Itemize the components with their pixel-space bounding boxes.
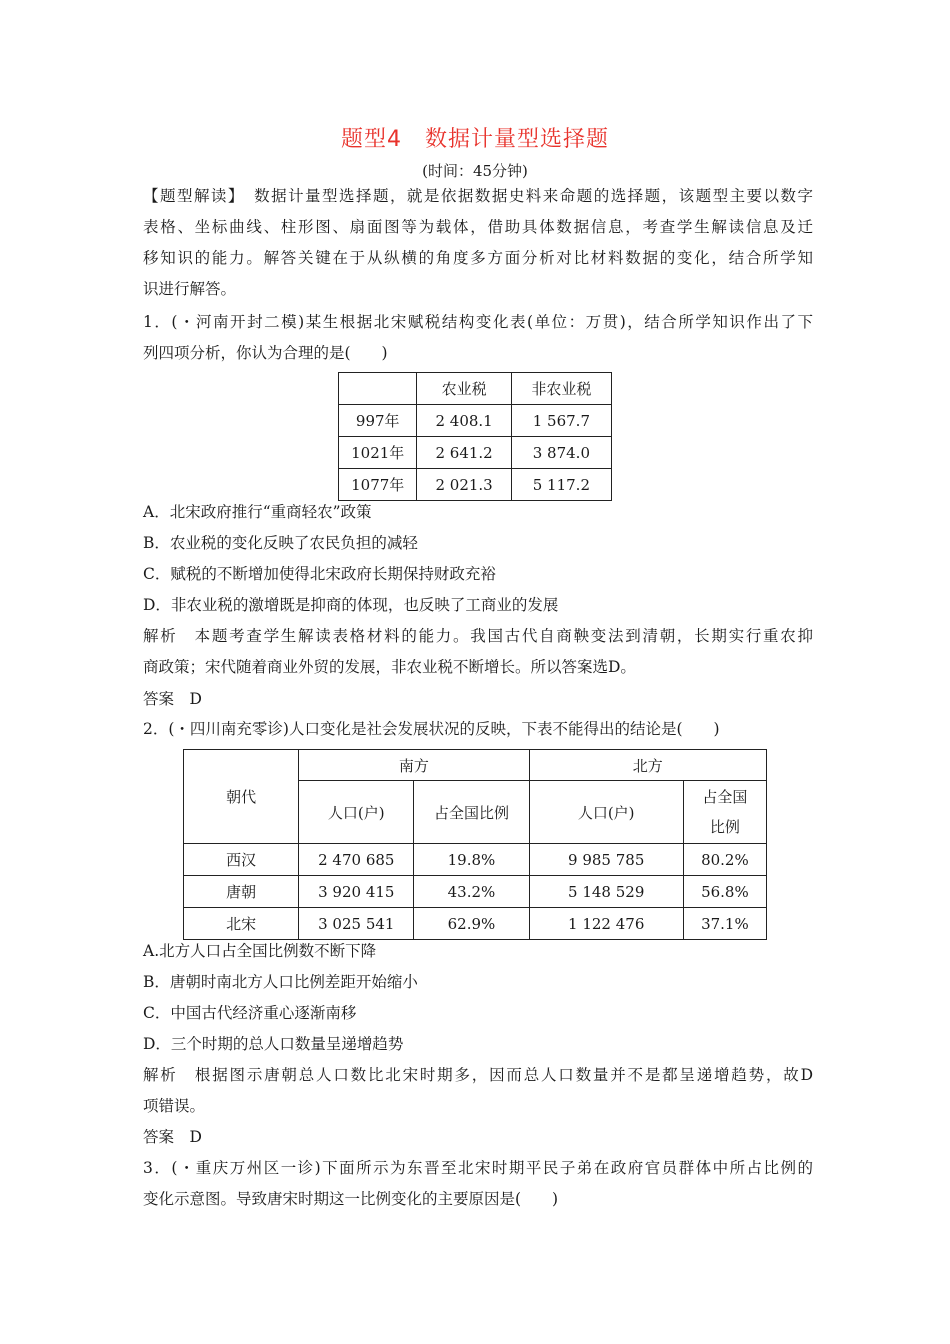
table-header-cell: 北方 bbox=[529, 750, 766, 781]
table-cell: 5 148 529 bbox=[529, 876, 683, 908]
table-cell: 1021年 bbox=[339, 437, 417, 469]
q1-option-a: A．北宋政府推行“重商轻农”政策 bbox=[143, 503, 372, 521]
table-row bbox=[184, 908, 767, 940]
q2-answer: 答案 D bbox=[143, 1128, 202, 1146]
q2-analysis: 解析 根据图示唐朝总人口数比北宋时期多，因而总人口数量并不是都呈递增趋势，故D bbox=[143, 1066, 813, 1084]
q1-stem: 列四项分析，你认为合理的是( ) bbox=[143, 344, 388, 362]
table-cell: 西汉 bbox=[184, 844, 299, 876]
q1-option-b: B．农业税的变化反映了农民负担的减轻 bbox=[143, 534, 418, 552]
population-table bbox=[183, 749, 767, 940]
table-cell: 19.8% bbox=[414, 844, 529, 876]
q2-option-d: D．三个时期的总人口数量呈递增趋势 bbox=[143, 1035, 404, 1053]
table-row bbox=[184, 844, 767, 876]
q3-stem: 3．(・重庆万州区一诊)下面所示为东晋至北宋时期平民子弟在政府官员群体中所占比例的 bbox=[143, 1159, 813, 1177]
table-cell: 9 985 785 bbox=[529, 844, 683, 876]
table-cell: 1 567.7 bbox=[511, 405, 611, 437]
table-cell: 3 874.0 bbox=[511, 437, 611, 469]
table-cell: 2 470 685 bbox=[299, 844, 414, 876]
table-cell: 62.9% bbox=[414, 908, 529, 940]
q1-option-c: C．赋税的不断增加使得北宋政府长期保持财政充裕 bbox=[143, 565, 496, 583]
table-header-cell: 朝代 bbox=[184, 750, 299, 844]
table-header-cell: 人口(户) bbox=[299, 781, 414, 844]
table-header-cell: 人口(户) bbox=[529, 781, 683, 844]
q2-option-b: B．唐朝时南北方人口比例差距开始缩小 bbox=[143, 973, 418, 991]
table-cell: 北宋 bbox=[184, 908, 299, 940]
table-cell: 2 021.3 bbox=[417, 469, 511, 501]
table-header-cell bbox=[683, 781, 766, 844]
table-row bbox=[339, 437, 612, 469]
q2-stem: 2．(・四川南充零诊)人口变化是社会发展状况的反映，下表不能得出的结论是( ) bbox=[143, 720, 720, 738]
table-cell: 56.8% bbox=[683, 876, 766, 908]
header-line: 占全国 bbox=[702, 788, 748, 806]
table-cell: 997年 bbox=[339, 405, 417, 437]
time-limit: (时间：45分钟) bbox=[422, 162, 528, 180]
table-cell: 37.1% bbox=[683, 908, 766, 940]
intro-line: 表格、坐标曲线、柱形图、扇面图等为载体，借助具体数据信息，考查学生解读信息及迁 bbox=[143, 218, 813, 236]
table-cell: 唐朝 bbox=[184, 876, 299, 908]
table-cell: 1077年 bbox=[339, 469, 417, 501]
table-cell: 3 920 415 bbox=[299, 876, 414, 908]
table-header-cell: 农业税 bbox=[417, 373, 511, 405]
q1-option-d: D．非农业税的激增既是抑商的体现，也反映了工商业的发展 bbox=[143, 596, 559, 614]
table-header-cell: 非农业税 bbox=[511, 373, 611, 405]
table-row bbox=[339, 469, 612, 501]
table-cell: 43.2% bbox=[414, 876, 529, 908]
table-cell: 2 641.2 bbox=[417, 437, 511, 469]
q1-analysis: 解析 本题考查学生解读表格材料的能力。我国古代自商鞅变法到清朝，长期实行重农抑 bbox=[143, 627, 813, 645]
intro-line: 识进行解答。 bbox=[143, 280, 237, 298]
q2-option-c: C．中国古代经济重心逐渐南移 bbox=[143, 1004, 357, 1022]
table-cell: 2 408.1 bbox=[417, 405, 511, 437]
q1-stem: 1．(・河南开封二模)某生根据北宋赋税结构变化表(单位：万贯)，结合所学知识作出了下 bbox=[143, 313, 813, 331]
q1-analysis: 商政策；宋代随着商业外贸的发展，非农业税不断增长。所以答案选D。 bbox=[143, 658, 636, 676]
table-row bbox=[339, 405, 612, 437]
table-cell: 3 025 541 bbox=[299, 908, 414, 940]
table-header-cell: 南方 bbox=[299, 750, 529, 781]
table-cell: 80.2% bbox=[683, 844, 766, 876]
table-cell: 5 117.2 bbox=[511, 469, 611, 501]
table-header-cell bbox=[339, 373, 417, 405]
tax-table bbox=[338, 372, 612, 501]
table-cell: 1 122 476 bbox=[529, 908, 683, 940]
q2-option-a: A.北方人口占全国比例数不断下降 bbox=[143, 942, 377, 960]
header-line: 比例 bbox=[709, 818, 740, 836]
page-title: 题型4 数据计量型选择题 bbox=[341, 127, 609, 152]
intro-line: 【题型解读】 数据计量型选择题，就是依据数据史料来命题的选择题，该题型主要以数字 bbox=[143, 187, 813, 205]
q1-answer: 答案 D bbox=[143, 690, 202, 708]
q3-stem: 变化示意图。导致唐宋时期这一比例变化的主要原因是( ) bbox=[143, 1190, 559, 1208]
q2-analysis: 项错误。 bbox=[143, 1097, 206, 1115]
table-header-cell: 占全国比例 bbox=[414, 781, 529, 844]
intro-line: 移知识的能力。解答关键在于从纵横的角度多方面分析对比材料数据的变化，结合所学知 bbox=[143, 249, 813, 267]
table-row bbox=[184, 876, 767, 908]
